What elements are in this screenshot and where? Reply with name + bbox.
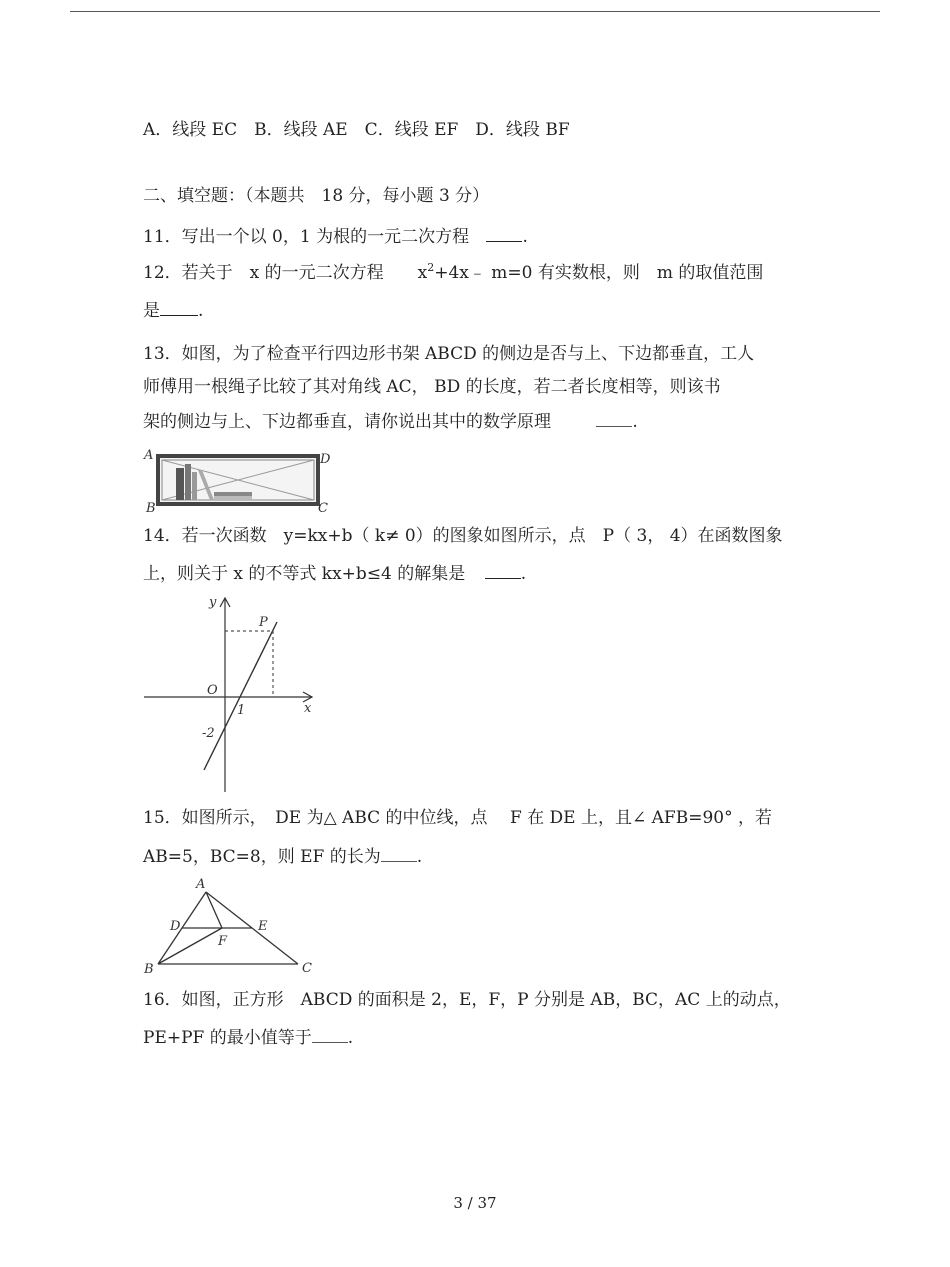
question-12-line1 [143, 262, 763, 284]
q16-answer-blank[interactable] [312, 1026, 348, 1043]
fig13-label-C: C [318, 501, 328, 514]
q13-period: . [632, 412, 638, 432]
fig14-label-neg2: -2 [202, 726, 215, 741]
triangle-figure [140, 874, 320, 978]
fig14-label-P: P [259, 615, 268, 630]
q12-text-c: 是 [143, 301, 160, 321]
question-11 [143, 225, 528, 248]
q16-line1: 16．如图，正方形 ABCD 的面积是 2，E，F，P 分别是 AB，BC，AC 上的动点， [143, 990, 791, 1010]
q13-answer-blank[interactable] [596, 410, 632, 427]
q11-text: 11．写出一个以 0，1 为根的一元二次方程 [143, 227, 470, 247]
q14-answer-blank[interactable] [485, 562, 521, 579]
fig15-label-A: A [196, 877, 206, 892]
q14-line1: 14．若一次函数 y=kx+b（ k≠ 0）的图象如图所示，点 P（ 3， 4）在函数图象 [143, 526, 783, 546]
q12-period: . [198, 301, 204, 321]
q13-line2: 师傅用一根绳子比较了其对角线 AC， BD 的长度，若二者长度相等，则该书 [143, 377, 721, 397]
fig14-label-1: 1 [237, 703, 246, 718]
q16-line2 [143, 1026, 353, 1049]
fig13-label-A: A [144, 448, 154, 463]
fig14-label-y: y [209, 595, 217, 610]
q16-text: PE+PF 的最小值等于 [143, 1028, 312, 1048]
linear-function-graph [140, 590, 325, 795]
q12-answer-blank[interactable] [160, 299, 198, 316]
fig13-label-D: D [320, 452, 331, 467]
q13-line1: 13．如图，为了检查平行四边形书架 ABCD 的侧边是否与上、下边都垂直，工人 [143, 344, 755, 364]
q14-line2 [143, 562, 526, 585]
q14-period: . [520, 564, 527, 584]
q15-line2 [143, 845, 422, 868]
q12-text-a: 12．若关于 x 的一元二次方程 x [143, 263, 428, 283]
fig15-label-D: D [170, 919, 181, 934]
fig15-label-C: C [302, 961, 312, 976]
q15-line1: 15．如图所示， DE 为△ ABC 的中位线，点 F 在 DE 上，且∠ AFB=90° ，若 [143, 808, 772, 828]
question-12-line2 [143, 299, 203, 322]
q10-options: A．线段 EC B．线段 AE C．线段 EF D．线段 BF [143, 120, 570, 140]
q15-answer-blank[interactable] [381, 845, 417, 862]
q16-period: . [347, 1028, 354, 1048]
section-title: 二、填空题：（本题共 18 分，每小题 3 分） [143, 186, 490, 206]
bookshelf-figure [140, 446, 340, 514]
fig14-label-O: O [207, 683, 218, 698]
q11-answer-blank[interactable] [486, 225, 522, 242]
q12-exponent: 2 [427, 261, 435, 274]
q13-text: 架的侧边与上、下边都垂直，请你说出其中的数学原理 [143, 412, 551, 432]
q15-period: . [416, 847, 423, 867]
q11-period: . [522, 227, 528, 247]
page-number: 3 / 37 [453, 1194, 497, 1212]
fig15-label-E: E [258, 919, 268, 934]
fig13-label-B: B [146, 501, 156, 514]
q12-text-b: +4x﹣ m=0 有实数根，则 m 的取值范围 [434, 263, 764, 283]
fig15-label-B: B [144, 962, 154, 977]
header-rule [70, 11, 880, 12]
q13-line3 [143, 410, 638, 433]
fig15-label-F: F [218, 934, 228, 949]
fig14-label-x: x [304, 701, 312, 716]
q15-text: AB=5，BC=8，则 EF 的长为 [143, 847, 381, 867]
q14-text: 上，则关于 x 的不等式 kx+b≤4 的解集是 [143, 564, 466, 584]
